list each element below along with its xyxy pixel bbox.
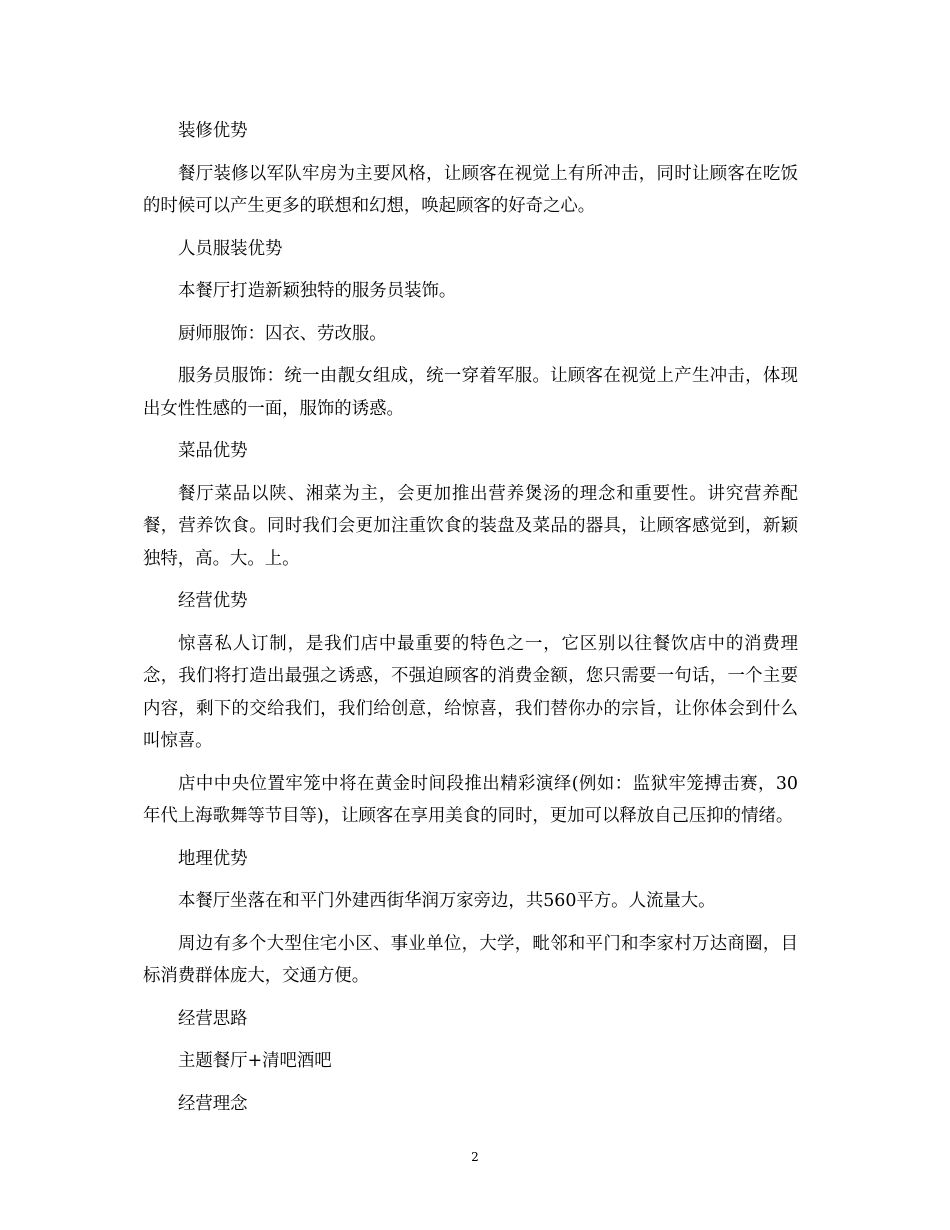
section-heading-location: 地理优势: [178, 848, 248, 869]
page-number: 2: [471, 1150, 479, 1164]
paragraph-waiter-uniform: 服务员服饰：统一由靓女组成，统一穿着军服。让顾客在视觉上产生冲击，体现出女性性感的一面，服饰的诱惑。: [143, 366, 798, 419]
paragraph-chef-uniform: 厨师服饰：囚衣、劳改服。: [178, 323, 387, 344]
paragraph-business-idea: 主题餐厅+清吧酒吧: [178, 1051, 332, 1071]
paragraph-staff-uniform-intro: 本餐厅打造新颖独特的服务员装饰。: [178, 281, 457, 301]
document-body: [143, 115, 798, 1130]
paragraph-location: 本餐厅坐落在和平门外建西街华润万家旁边，共560平方。人流量大。: [178, 891, 716, 911]
paragraph-surroundings: 周边有多个大型住宅小区、事业单位，大学，毗邻和平门和李家村万达商圈，目标消费群体庞大，交通方便。: [143, 933, 798, 986]
paragraph-cage-performance: 店中中央位置牢笼中将在黄金时间段推出精彩演绎(例如：监狱牢笼搏击赛，30年代上海歌舞等节目等)，让顾客在享用美食的同时，更加可以释放自己压抑的情绪。: [143, 773, 798, 826]
section-heading-operation: 经营优势: [178, 591, 248, 611]
section-heading-decoration: 装修优势: [178, 121, 248, 141]
paragraph-decoration: 餐厅装修以军队牢房为主要风格，让顾客在视觉上有所冲击，同时让顾客在吃饭的时候可以产生更多的联想和幻想，唤起顾客的好奇之心。: [143, 163, 798, 216]
section-heading-business-philosophy: 经营理念: [178, 1093, 248, 1114]
paragraph-dishes: 餐厅菜品以陕、湘菜为主，会更加推出营养煲汤的理念和重要性。讲究营养配餐，营养饮食。同时我们会更加注重饮食的装盘及菜品的器具，让顾客感觉到，新颖独特，高。大。上。: [143, 483, 798, 569]
paragraph-custom-surprise: 惊喜私人订制，是我们店中最重要的特色之一，它区别以往餐饮店中的消费理念，我们将打造出最强之诱惑，不强迫顾客的消费金额，您只需要一句话，一个主要内容，剩下的交给我们，我们给创意，给惊喜，我们替你办的宗旨，让你体会到什么叫惊喜。: [143, 633, 798, 751]
section-heading-business-idea: 经营思路: [178, 1008, 248, 1029]
section-heading-dishes: 菜品优势: [178, 441, 248, 461]
section-heading-staff-uniform: 人员服装优势: [178, 238, 283, 259]
